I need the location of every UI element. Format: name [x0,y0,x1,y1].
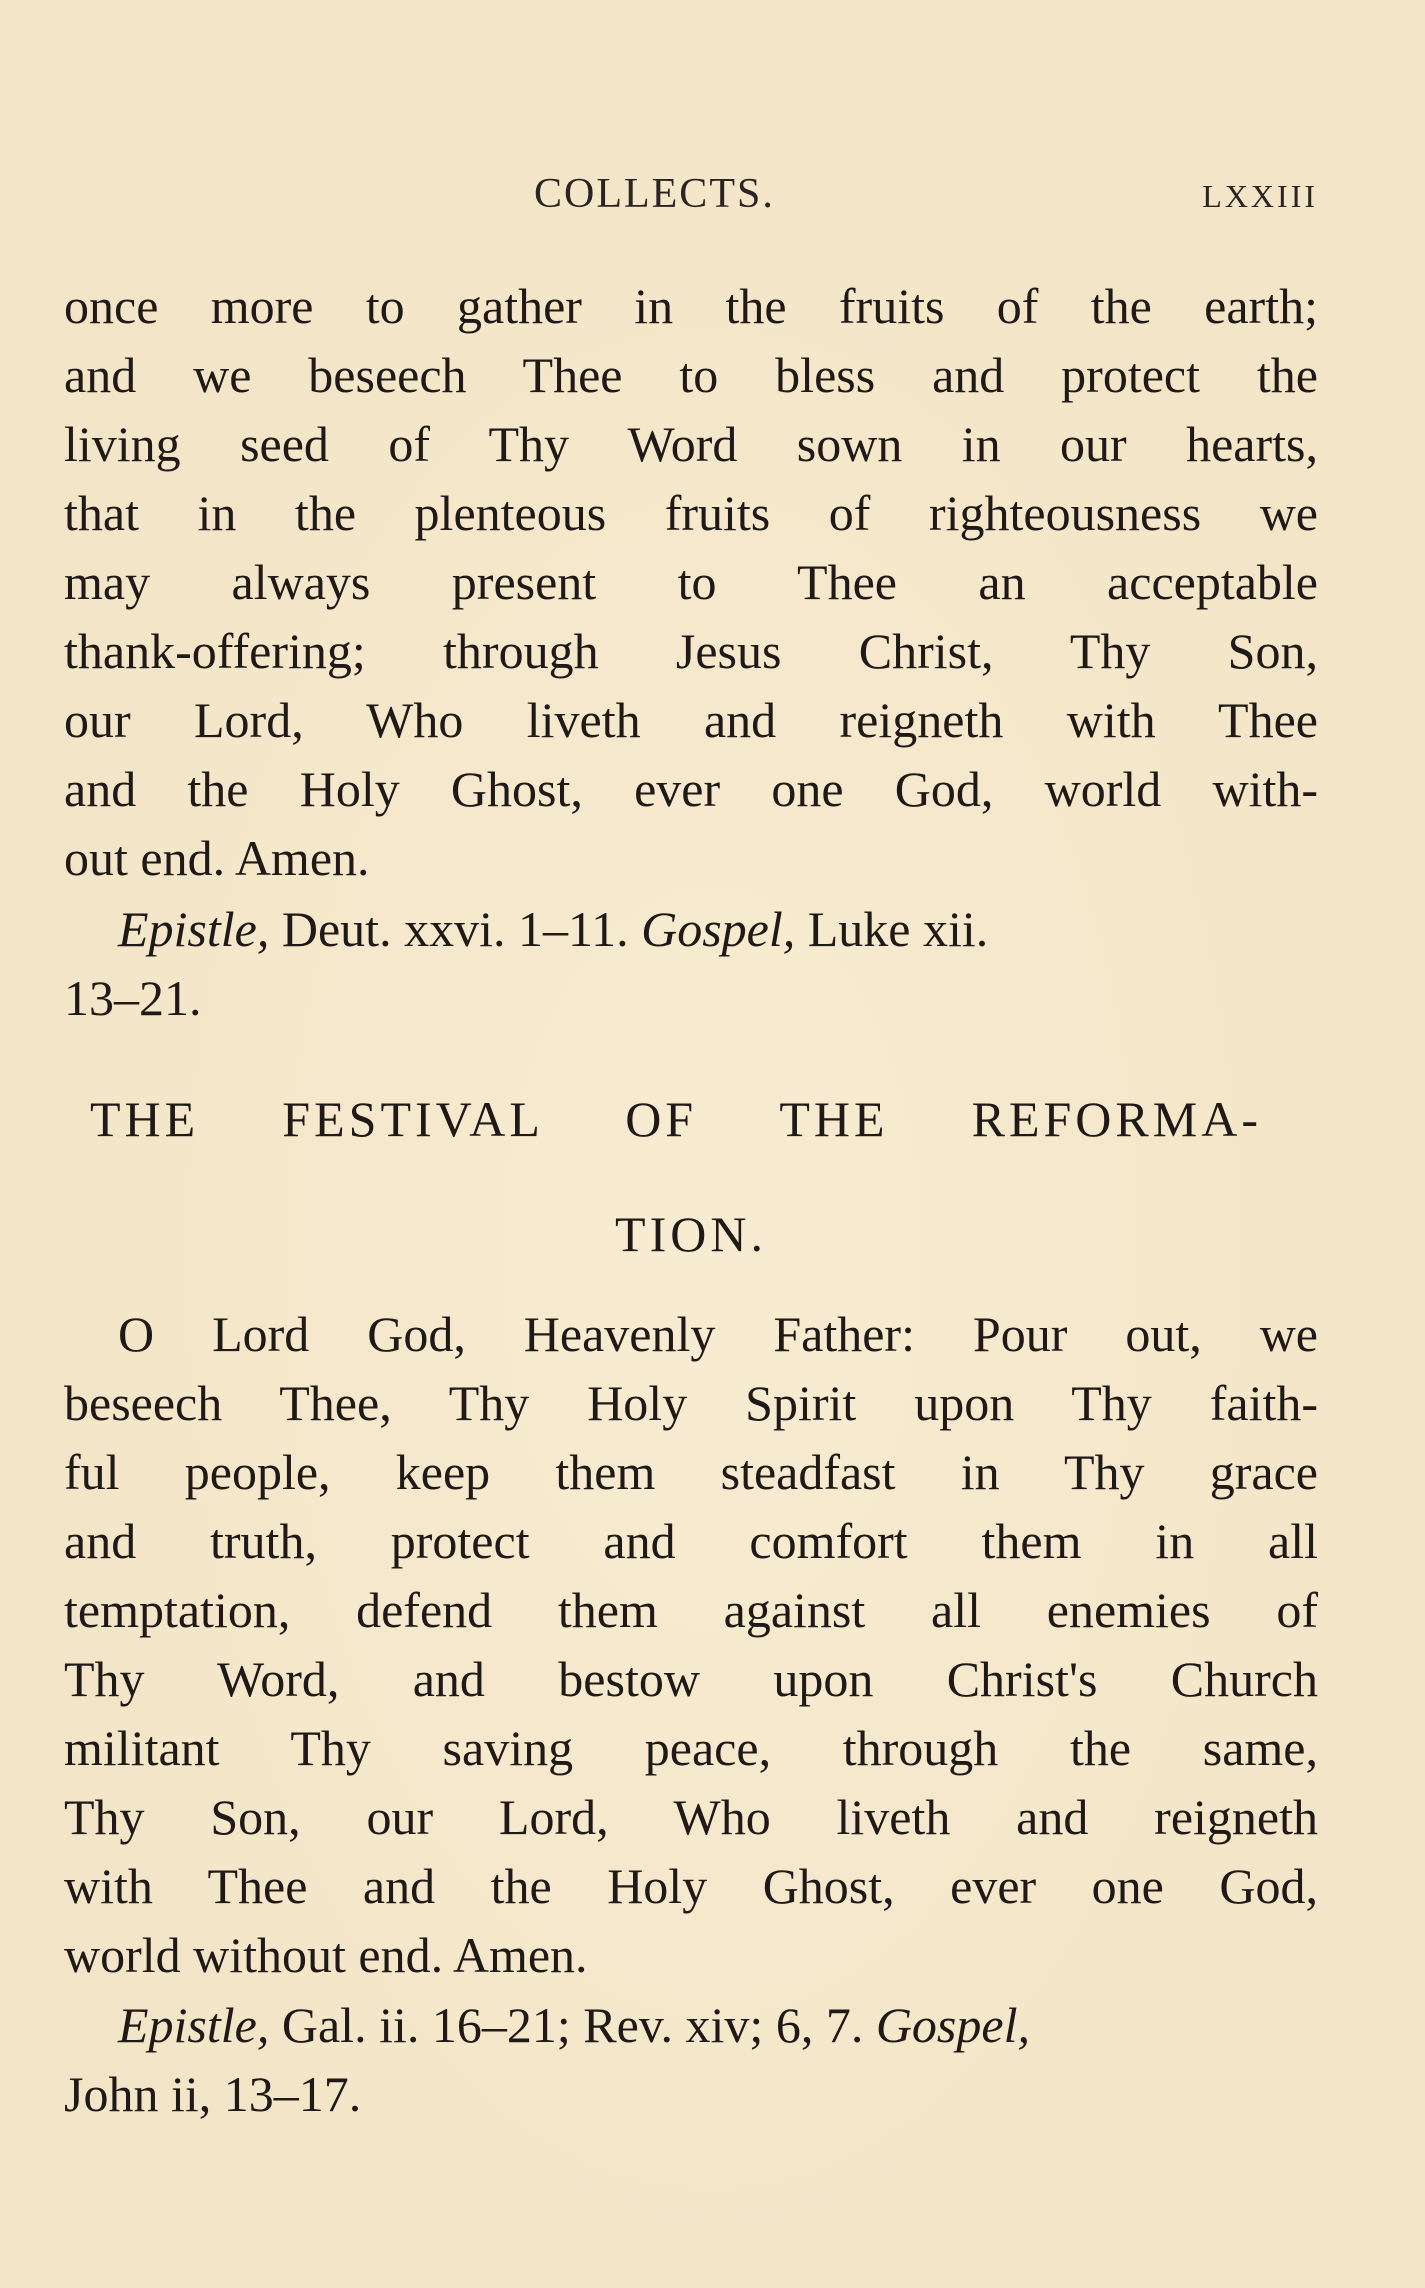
text-line: living seed of Thy Word sown in our hearts, [64,416,1318,472]
collect-reformation-text [64,1300,1318,1990]
reference-line [64,1991,1318,2060]
text-line: and the Holy Ghost, ever one God, world with- [64,761,1318,817]
section-heading-line-1: THE FESTIVAL OF THE REFORMA- [90,1091,1262,1147]
text-line: and we beseech Thee to bless and protect the [64,347,1318,403]
text-line: world without end. Amen. [64,1927,588,1983]
text-line: out end. Amen. [64,830,370,886]
page-number: LXXIII [1202,178,1318,214]
text-line: our Lord, Who liveth and reigneth with Thee [64,692,1318,748]
text-line: militant Thy saving peace, through the same, [64,1720,1318,1776]
epistle-label: Epistle, [118,1997,270,2053]
gospel-label: Gospel, [641,901,796,957]
text-line: temptation, defend them against all enemies of [64,1582,1318,1638]
page-header [64,170,1318,230]
gospel-reference: Luke xii. [795,901,989,957]
scripture-references-1 [64,895,1318,1033]
text-line: and truth, protect and comfort them in all [64,1513,1318,1569]
epistle-label: Epistle, [118,901,270,957]
text-line: O Lord God, Heavenly Father: Pour out, we [118,1306,1318,1362]
text-line: that in the plenteous fruits of righteousness we [64,485,1318,541]
gospel-label: Gospel, [875,1997,1030,2053]
reference-line [64,895,1318,964]
text-line: beseech Thee, Thy Holy Spirit upon Thy faith- [64,1375,1318,1431]
text-line: ful people, keep them steadfast in Thy grace [64,1444,1318,1500]
reference-continuation: John ii, 13–17. [64,2066,362,2122]
text-line: Thy Word, and bestow upon Christ's Church [64,1651,1318,1707]
text-line: with Thee and the Holy Ghost, ever one God, [64,1858,1318,1914]
epistle-reference: Gal. ii. 16–21; Rev. xiv; 6, 7. [269,1997,876,2053]
text-line: Thy Son, our Lord, Who liveth and reigneth [64,1789,1318,1845]
running-head: COLLECTS. [534,171,775,217]
text-line: once more to gather in the fruits of the earth; [64,278,1318,334]
section-heading-line-2: TION. [615,1206,767,1262]
epistle-reference: Deut. xxvi. 1–11. [269,901,642,957]
text-line: thank-offering; through Jesus Christ, Thy Son, [64,623,1318,679]
collect-harvest-text [64,272,1318,893]
text-line: may always present to Thee an acceptable [64,554,1318,610]
reference-continuation: 13–21. [64,970,202,1026]
scripture-references-2 [64,1991,1318,2129]
